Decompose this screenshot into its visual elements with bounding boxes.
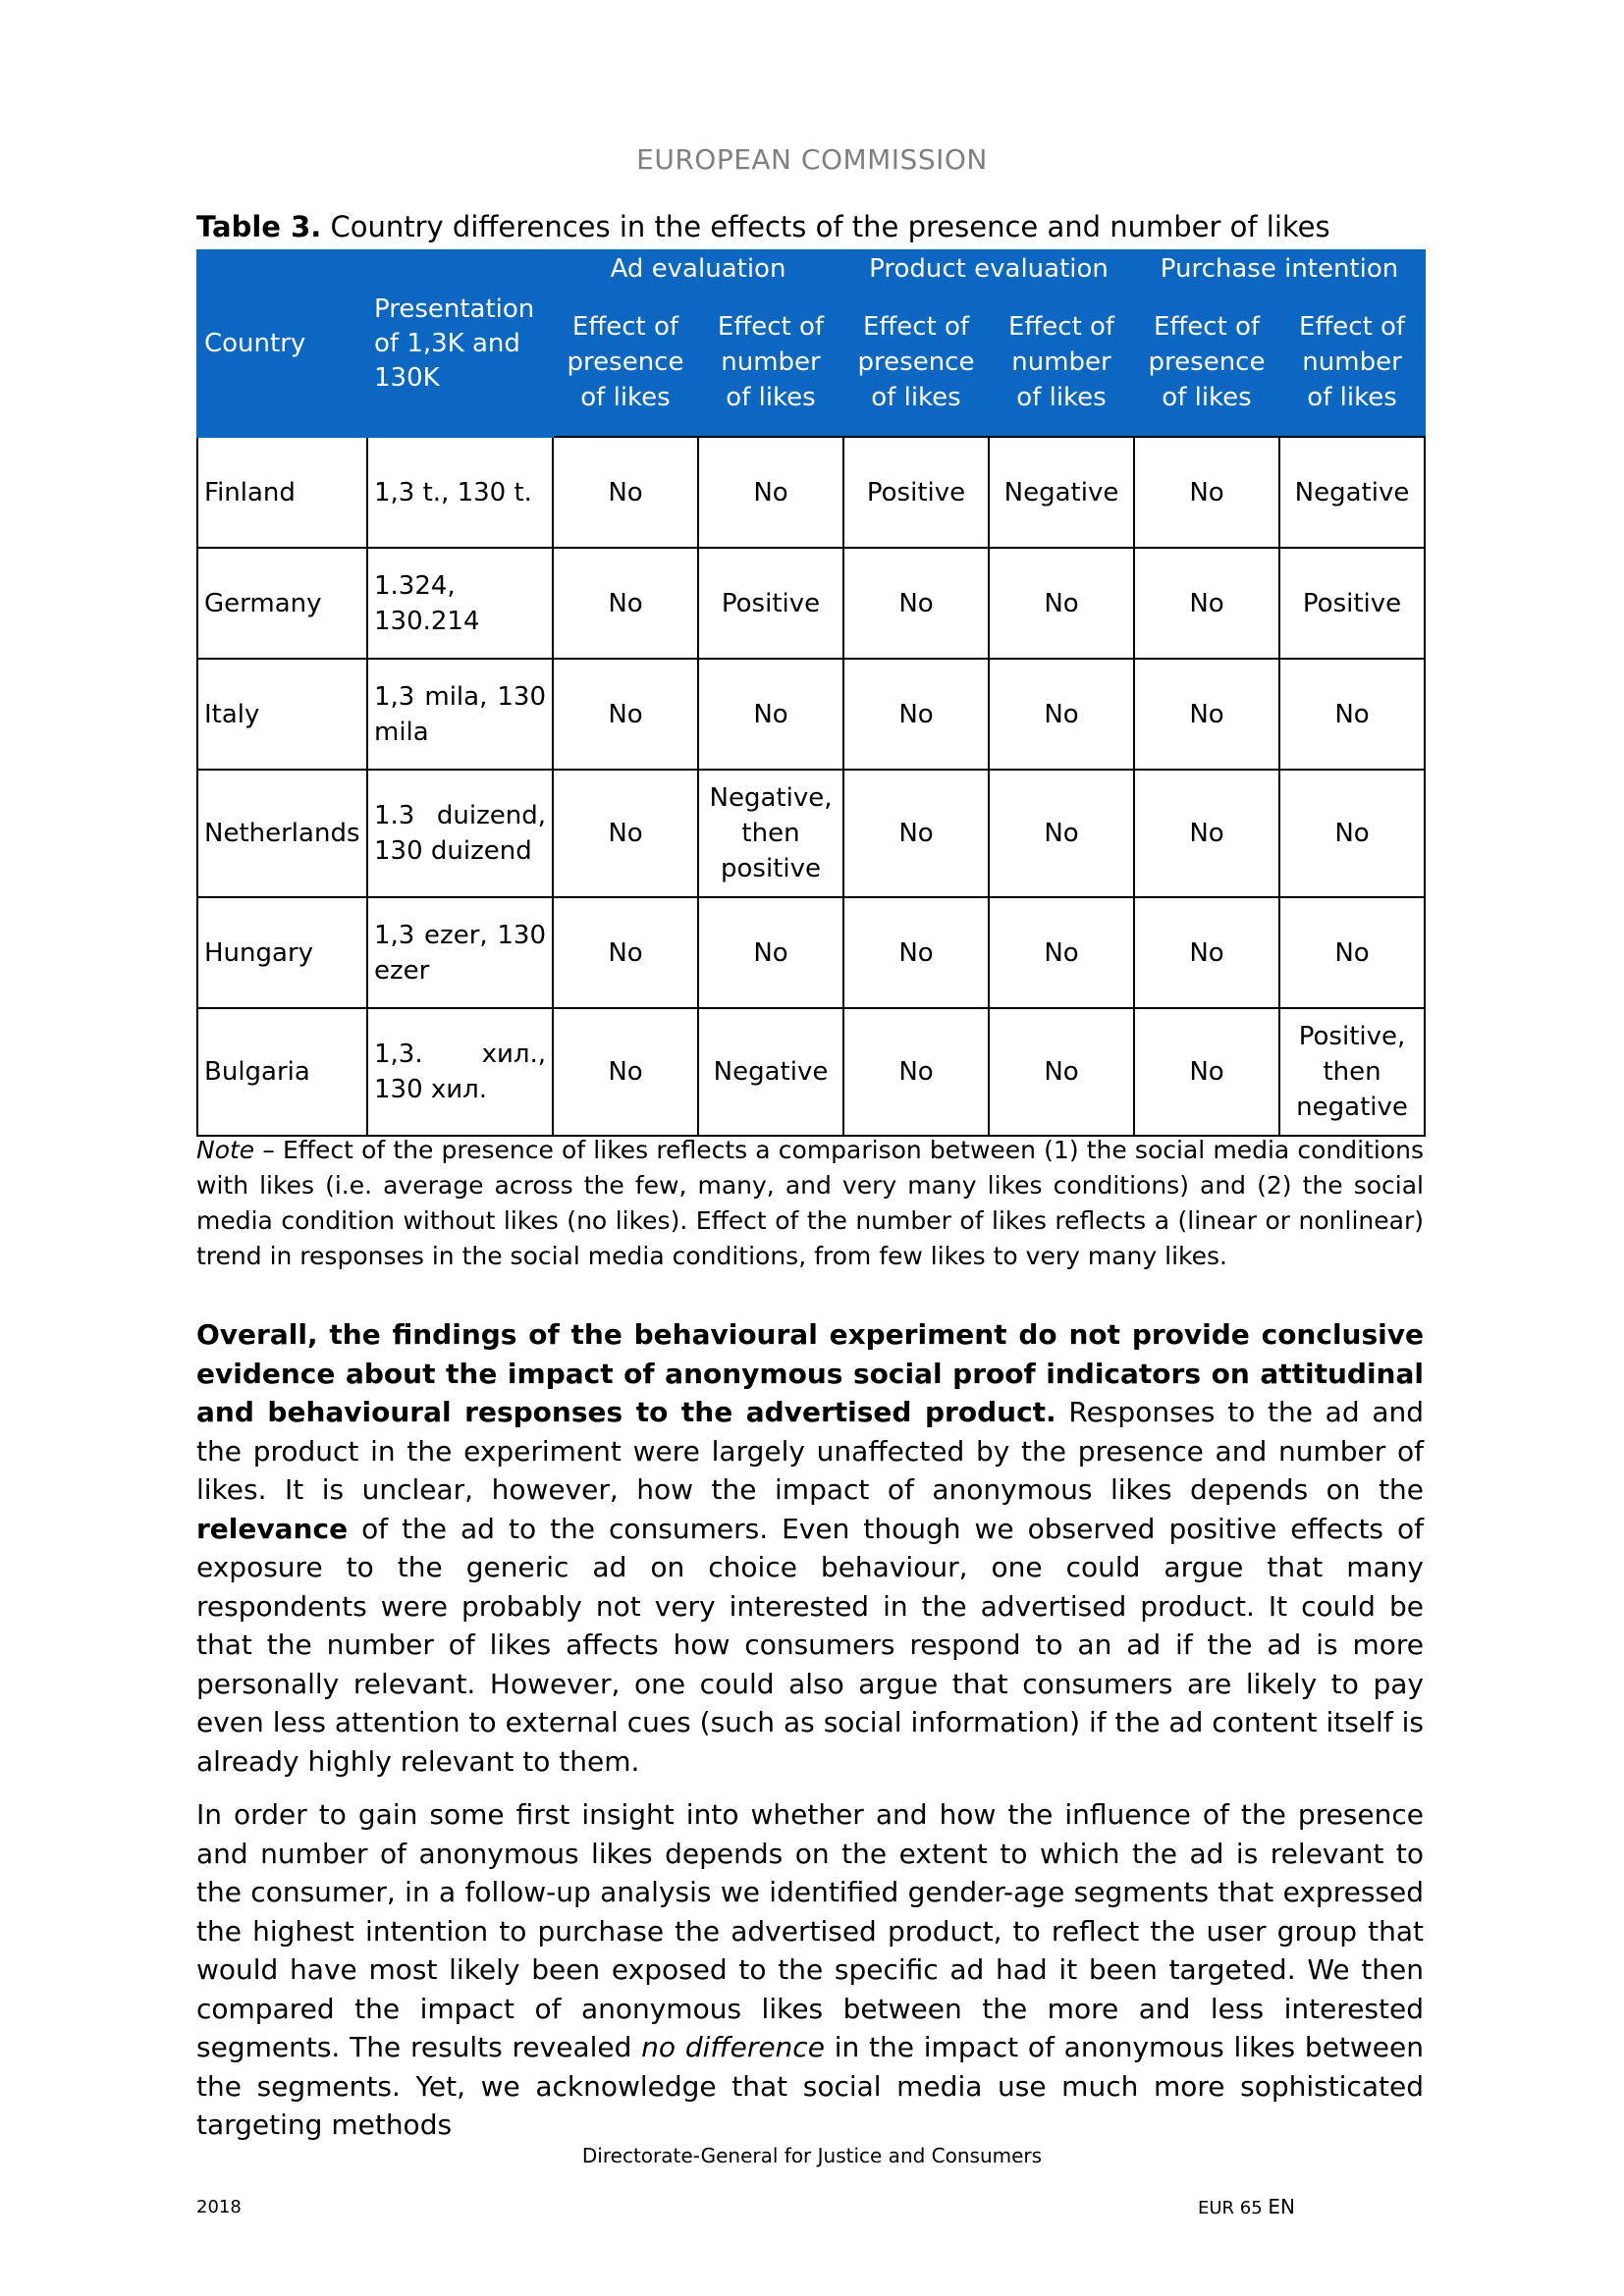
cell-value: No xyxy=(553,437,698,548)
findings-bold-lead: Overall, the findings of the behavioural experiment do not provide conclusive evidence about the impact of anonymous social proof indicators on attitudinal and behavioural responses to the advertised product. xyxy=(196,1318,1424,1428)
cell-country: Italy xyxy=(197,659,367,770)
findings-text-a: Responses to the ad and the product in the experiment were largely unaffected by the presence and number of likes. It is unclear, however, how the impact of anonymous likes depends on the xyxy=(196,1396,1424,1506)
cell-value: No xyxy=(1279,659,1425,770)
cell-value: Negative xyxy=(1279,437,1425,548)
table-row xyxy=(197,659,1425,770)
cell-value: No xyxy=(1134,659,1279,770)
cell-value: No xyxy=(1134,770,1279,897)
document-header: EUROPEAN COMMISSION xyxy=(636,143,988,176)
note-label: Note xyxy=(196,1136,255,1164)
cell-presentation: 1.324, 130.214 xyxy=(367,548,553,659)
cell-value: No xyxy=(553,1008,698,1136)
cell-country: Hungary xyxy=(197,897,367,1008)
footer-report-code xyxy=(1198,2195,1295,2218)
cell-value: No xyxy=(843,770,989,897)
cell-value: Positive xyxy=(698,548,843,659)
cell-presentation: 1,3 ezer, 130 ezer xyxy=(367,897,553,1008)
cell-value: No xyxy=(989,548,1134,659)
cell-value: No xyxy=(698,897,843,1008)
cell-value: No xyxy=(989,897,1134,1008)
cell-presentation: 1,3 mila, 130 mila xyxy=(367,659,553,770)
cell-value: No xyxy=(989,770,1134,897)
table-row xyxy=(197,770,1425,897)
findings-text-b: of the ad to the consumers. Even though we observed positive effects of exposure to the generic ad on choice behaviour, one could argue that many respondents were probably not very interested in the advertised product. It could be that the number of likes affects how consumers respond to an ad if the ad is more personally relevant. However, one could also argue that consumers are likely to pay even less attention to external cues (such as social information) if the ad content itself is already highly relevant to them. xyxy=(196,1512,1424,1778)
header-sub: Effect of number of likes xyxy=(1279,288,1425,437)
table-caption-text: Country differences in the effects of the presence and number of likes xyxy=(330,210,1330,243)
cell-value: No xyxy=(698,659,843,770)
table-row xyxy=(197,1008,1425,1136)
header-presentation-text: Presentation of 1,3K and 130K xyxy=(374,294,535,393)
cell-value: No xyxy=(698,437,843,548)
note-text: – Effect of the presence of likes reflects a comparison between (1) the social media conditions with likes (i.e. average across the few, many, and very many likes conditions) and (2) the social media condition without likes (no likes). Effect of the number of likes reflects a (linear or nonlinear) trend in responses in the social media conditions, from few likes to very many likes. xyxy=(196,1136,1424,1270)
country-differences-table xyxy=(196,249,1426,1137)
header-sub: Effect of presence of likes xyxy=(1134,288,1279,437)
cell-value: No xyxy=(843,548,989,659)
table-row xyxy=(197,437,1425,548)
cell-value: No xyxy=(553,548,698,659)
cell-country: Germany xyxy=(197,548,367,659)
cell-value: Negative xyxy=(989,437,1134,548)
header-group-purchase: Purchase intention xyxy=(1134,250,1425,288)
header-presentation xyxy=(367,250,553,437)
header-sub: Effect of number of likes xyxy=(989,288,1134,437)
cell-presentation: 1.3 duizend, 130 duizend xyxy=(367,770,553,897)
cell-value: No xyxy=(989,1008,1134,1136)
cell-value: Positive xyxy=(843,437,989,548)
followup-text-b: in the impact of anonymous likes between the segments. Yet, we acknowledge that social media use much more sophisticated targeting methods xyxy=(196,2031,1425,2141)
cell-country: Netherlands xyxy=(197,770,367,897)
table-row xyxy=(197,897,1425,1008)
cell-country: Bulgaria xyxy=(197,1008,367,1136)
footer-code: EUR 65 xyxy=(1198,2198,1263,2218)
table-row xyxy=(197,548,1425,659)
footer-dg: Directorate-General for Justice and Consumers xyxy=(581,2144,1043,2167)
header-sub: Effect of presence of likes xyxy=(553,288,698,437)
header-group-product: Product evaluation xyxy=(843,250,1134,288)
cell-value: No xyxy=(1134,1008,1279,1136)
cell-value: Negative xyxy=(698,1008,843,1136)
header-sub: Effect of number of likes xyxy=(698,288,843,437)
cell-value: No xyxy=(1279,770,1425,897)
cell-value: No xyxy=(843,897,989,1008)
followup-text-a: In order to gain some first insight into whether and how the influence of the presence and number of anonymous likes depends on the extent to which the ad is relevant to the consumer, in a follow-up analysis we identified gender-age segments that expressed the highest intention to purchase the advertised product, to reflect the user group that would have most likely been exposed to the specific ad had it been targeted. We then compared the impact of anonymous likes between the more and less interested segments. The results revealed xyxy=(196,1798,1424,2063)
cell-value: No xyxy=(1134,437,1279,548)
header-sub: Effect of presence of likes xyxy=(843,288,989,437)
cell-value: No xyxy=(843,659,989,770)
findings-bold-relevance: relevance xyxy=(196,1512,349,1545)
cell-value: No xyxy=(553,897,698,1008)
cell-value: Positive, then negative xyxy=(1279,1008,1425,1136)
findings-paragraph xyxy=(196,1315,1424,1781)
table-caption xyxy=(196,210,1330,243)
header-country: Country xyxy=(197,250,367,437)
footer-lang: EN xyxy=(1268,2195,1296,2218)
header-group-ad: Ad evaluation xyxy=(553,250,843,288)
cell-country: Finland xyxy=(197,437,367,548)
followup-paragraph xyxy=(196,1795,1424,2145)
cell-value: No xyxy=(1279,897,1425,1008)
footer-year: 2018 xyxy=(196,2197,242,2217)
cell-value: No xyxy=(553,659,698,770)
cell-presentation: 1,3 t., 130 t. xyxy=(367,437,553,548)
cell-presentation: 1,3. хил., 130 хил. xyxy=(367,1008,553,1136)
cell-value: Negative, then positive xyxy=(698,770,843,897)
table-caption-label: Table 3. xyxy=(196,210,322,243)
cell-value: No xyxy=(553,770,698,897)
table-note xyxy=(196,1133,1424,1274)
cell-value: Positive xyxy=(1279,548,1425,659)
cell-value: No xyxy=(989,659,1134,770)
followup-italic: no difference xyxy=(641,2031,825,2063)
cell-value: No xyxy=(1134,548,1279,659)
cell-value: No xyxy=(843,1008,989,1136)
cell-value: No xyxy=(1134,897,1279,1008)
